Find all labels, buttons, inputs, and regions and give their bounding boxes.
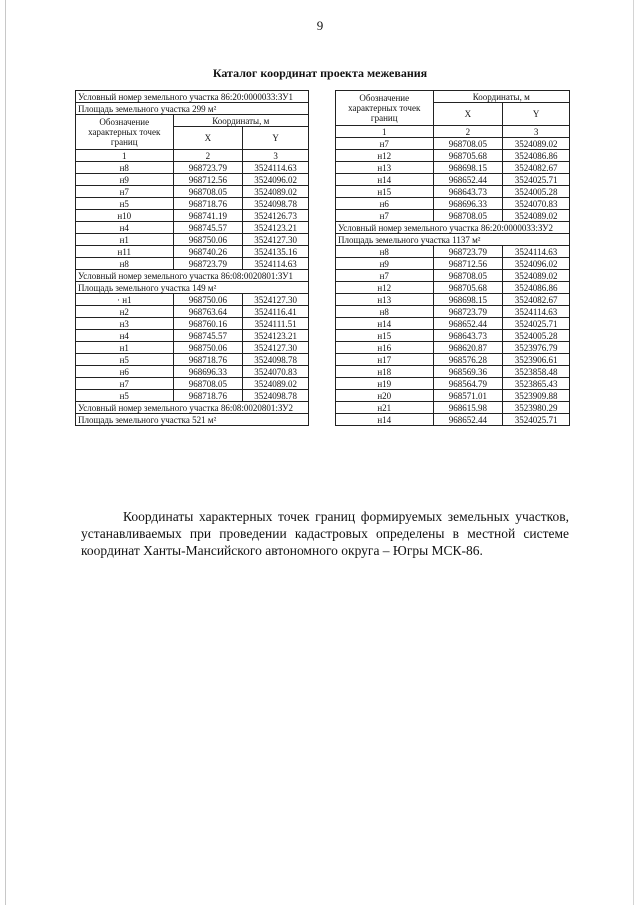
point-name: н10 xyxy=(76,210,174,222)
x-coordinate: 968564.79 xyxy=(433,378,503,390)
table-row xyxy=(336,258,570,270)
point-name: н15 xyxy=(336,330,434,342)
point-name: н13 xyxy=(336,162,434,174)
x-coordinate: 968576.28 xyxy=(433,354,503,366)
y-coordinate: 3524127.30 xyxy=(243,342,309,354)
x-coordinate: 968750.06 xyxy=(173,294,243,306)
y-coordinate: 3524096.02 xyxy=(503,258,570,270)
x-coordinate: 968723.79 xyxy=(173,162,243,174)
x-coordinate: 968615.98 xyxy=(433,402,503,414)
table-row xyxy=(336,282,570,294)
x-coordinate: 968708.05 xyxy=(433,210,503,222)
y-coordinate: 3524086.86 xyxy=(503,282,570,294)
point-name: н12 xyxy=(336,282,434,294)
left-section1-rows xyxy=(76,162,309,270)
x-coordinate: 968708.05 xyxy=(433,138,503,150)
column-number: 1 xyxy=(76,150,174,162)
point-name: н12 xyxy=(336,150,434,162)
point-name: н8 xyxy=(76,258,174,270)
table-row xyxy=(76,330,309,342)
column-number: 3 xyxy=(243,150,309,162)
point-name: · н1 xyxy=(76,294,174,306)
x-coordinate: 968708.05 xyxy=(173,378,243,390)
column-number: 2 xyxy=(433,126,503,138)
table-row xyxy=(336,318,570,330)
table-row xyxy=(76,342,309,354)
section-number: Условный номер земельного участка 86:08:0020801:ЗУ2 xyxy=(76,402,309,414)
point-name: н4 xyxy=(76,330,174,342)
x-coordinate: 968718.76 xyxy=(173,198,243,210)
table-row xyxy=(336,306,570,318)
y-coordinate: 3524096.02 xyxy=(243,174,309,186)
x-coordinate: 968740.26 xyxy=(173,246,243,258)
right-section1-rows xyxy=(336,138,570,222)
y-coordinate: 3524098.78 xyxy=(243,198,309,210)
point-name: н18 xyxy=(336,366,434,378)
coordinate-system-note: Координаты характерных точек границ формируемых земельных участков, устанавливаемых при проведении кадастровых определены в местной системе координат Ханты-Мансийского автономного округа – Югры МСК-86. xyxy=(81,509,569,558)
table-row xyxy=(336,174,570,186)
table-row xyxy=(336,378,570,390)
designation-header: Обозначение характерных точек границ xyxy=(336,91,434,126)
point-name: н9 xyxy=(76,174,174,186)
table-row xyxy=(76,186,309,198)
section-number: Условный номер земельного участка 86:20:0000033:ЗУ1 xyxy=(76,91,309,103)
y-coordinate: 3524114.63 xyxy=(243,162,309,174)
point-name: н7 xyxy=(76,378,174,390)
x-coordinate: 968723.79 xyxy=(433,246,503,258)
y-coordinate: 3523980.29 xyxy=(503,402,570,414)
point-name: н2 xyxy=(76,306,174,318)
x-coordinate: 968723.79 xyxy=(433,306,503,318)
y-coordinate: 3524089.02 xyxy=(503,210,570,222)
table-row xyxy=(336,246,570,258)
point-name: н1 xyxy=(76,234,174,246)
x-coordinate: 968652.44 xyxy=(433,414,503,426)
x-coordinate: 968643.73 xyxy=(433,186,503,198)
table-row xyxy=(76,234,309,246)
y-coordinate: 3524089.02 xyxy=(243,186,309,198)
page-number: 9 xyxy=(316,18,324,33)
section-area: Площадь земельного участка 521 м² xyxy=(76,414,309,426)
x-coordinate: 968723.79 xyxy=(173,258,243,270)
y-coordinate: 3524025.71 xyxy=(503,414,570,426)
right-section2-rows xyxy=(336,246,570,426)
x-coordinate: 968760.16 xyxy=(173,318,243,330)
table-row xyxy=(336,414,570,426)
y-coordinate: 3524089.02 xyxy=(243,378,309,390)
point-name: н6 xyxy=(76,366,174,378)
x-coordinate: 968718.76 xyxy=(173,354,243,366)
x-coordinate: 968745.57 xyxy=(173,222,243,234)
table-row xyxy=(336,354,570,366)
table-row xyxy=(336,210,570,222)
point-name: н14 xyxy=(336,318,434,330)
y-coordinate: 3524082.67 xyxy=(503,294,570,306)
y-coordinate: 3524114.63 xyxy=(503,246,570,258)
table-row xyxy=(336,342,570,354)
point-name: н8 xyxy=(336,306,434,318)
table-row xyxy=(336,390,570,402)
y-coordinate: 3524123.21 xyxy=(243,330,309,342)
table-row xyxy=(76,222,309,234)
table-row xyxy=(336,402,570,414)
y-coordinate: 3524098.78 xyxy=(243,390,309,402)
point-name: н7 xyxy=(336,138,434,150)
right-coordinates-table xyxy=(335,90,570,426)
point-name: н1 xyxy=(76,342,174,354)
x-coordinate: 968571.01 xyxy=(433,390,503,402)
section-area: Площадь земельного участка 1137 м² xyxy=(336,234,570,246)
x-coordinate: 968698.15 xyxy=(433,294,503,306)
point-name: н21 xyxy=(336,402,434,414)
x-coordinate: 968708.05 xyxy=(433,270,503,282)
point-name: н4 xyxy=(76,222,174,234)
table-row xyxy=(76,246,309,258)
point-name: н14 xyxy=(336,414,434,426)
left-coordinates-table xyxy=(75,90,309,426)
x-coordinate: 968698.15 xyxy=(433,162,503,174)
column-number: 2 xyxy=(173,150,243,162)
point-name: н11 xyxy=(76,246,174,258)
point-name: н19 xyxy=(336,378,434,390)
x-header: X xyxy=(433,103,503,126)
point-name: н3 xyxy=(76,318,174,330)
point-name: н20 xyxy=(336,390,434,402)
designation-header: Обозначение характерных точек границ xyxy=(76,115,174,150)
y-coordinate: 3524111.51 xyxy=(243,318,309,330)
x-coordinate: 968718.76 xyxy=(173,390,243,402)
section-number: Условный номер земельного участка 86:20:0000033:ЗУ2 xyxy=(336,222,570,234)
point-name: н7 xyxy=(336,270,434,282)
y-coordinate: 3523909.88 xyxy=(503,390,570,402)
table-row xyxy=(336,138,570,150)
x-coordinate: 968745.57 xyxy=(173,330,243,342)
x-coordinate: 968696.33 xyxy=(173,366,243,378)
y-coordinate: 3524135.16 xyxy=(243,246,309,258)
point-name: н15 xyxy=(336,186,434,198)
point-name: н8 xyxy=(76,162,174,174)
section-area: Площадь земельного участка 149 м² xyxy=(76,282,309,294)
x-coordinate: 968696.33 xyxy=(433,198,503,210)
x-coordinate: 968763.64 xyxy=(173,306,243,318)
coordinates-header: Координаты, м xyxy=(433,91,570,103)
section-area: Площадь земельного участка 299 м² xyxy=(76,103,309,115)
y-coordinate: 3523865.43 xyxy=(503,378,570,390)
y-coordinate: 3524082.67 xyxy=(503,162,570,174)
x-coordinate: 968750.06 xyxy=(173,342,243,354)
x-coordinate: 968652.44 xyxy=(433,174,503,186)
y-header: Y xyxy=(503,103,570,126)
table-row xyxy=(336,366,570,378)
y-coordinate: 3524025.71 xyxy=(503,318,570,330)
table-row xyxy=(76,390,309,402)
y-coordinate: 3524086.86 xyxy=(503,150,570,162)
y-coordinate: 3523858.48 xyxy=(503,366,570,378)
y-coordinate: 3524126.73 xyxy=(243,210,309,222)
point-name: н5 xyxy=(76,198,174,210)
y-coordinate: 3524098.78 xyxy=(243,354,309,366)
section-number: Условный номер земельного участка 86:08:0020801:ЗУ1 xyxy=(76,270,309,282)
y-coordinate: 3524114.63 xyxy=(243,258,309,270)
x-coordinate: 968708.05 xyxy=(173,186,243,198)
x-coordinate: 968569.36 xyxy=(433,366,503,378)
y-coordinate: 3524005.28 xyxy=(503,186,570,198)
y-coordinate: 3524025.71 xyxy=(503,174,570,186)
table-row xyxy=(76,174,309,186)
table-row xyxy=(76,162,309,174)
x-coordinate: 968750.06 xyxy=(173,234,243,246)
y-coordinate: 3524127.30 xyxy=(243,234,309,246)
y-coordinate: 3524070.83 xyxy=(243,366,309,378)
left-section2-rows xyxy=(76,294,309,402)
y-coordinate: 3524089.02 xyxy=(503,138,570,150)
point-name: н14 xyxy=(336,174,434,186)
y-header: Y xyxy=(243,127,309,150)
y-coordinate: 3523906.61 xyxy=(503,354,570,366)
x-coordinate: 968705.68 xyxy=(433,282,503,294)
y-coordinate: 3524116.41 xyxy=(243,306,309,318)
table-row xyxy=(76,258,309,270)
y-coordinate: 3524005.28 xyxy=(503,330,570,342)
x-coordinate: 968712.56 xyxy=(173,174,243,186)
table-row xyxy=(336,330,570,342)
point-name: н13 xyxy=(336,294,434,306)
x-header: X xyxy=(173,127,243,150)
table-row xyxy=(336,198,570,210)
x-coordinate: 968620.87 xyxy=(433,342,503,354)
scan-right-edge xyxy=(633,0,634,905)
point-name: н5 xyxy=(76,390,174,402)
column-number: 3 xyxy=(503,126,570,138)
table-row xyxy=(336,270,570,282)
y-coordinate: 3524089.02 xyxy=(503,270,570,282)
y-coordinate: 3523976.79 xyxy=(503,342,570,354)
table-row xyxy=(76,366,309,378)
point-name: н6 xyxy=(336,198,434,210)
x-coordinate: 968705.68 xyxy=(433,150,503,162)
table-row xyxy=(76,318,309,330)
catalog-title: Каталог координат проекта межевания xyxy=(212,66,428,80)
table-row xyxy=(336,162,570,174)
coordinates-header: Координаты, м xyxy=(173,115,309,127)
table-row xyxy=(336,294,570,306)
point-name: н9 xyxy=(336,258,434,270)
point-name: н16 xyxy=(336,342,434,354)
table-row xyxy=(76,210,309,222)
point-name: н8 xyxy=(336,246,434,258)
table-row xyxy=(76,306,309,318)
point-name: н5 xyxy=(76,354,174,366)
table-row xyxy=(76,198,309,210)
point-name: н7 xyxy=(76,186,174,198)
scan-left-edge xyxy=(5,0,6,905)
point-name: н17 xyxy=(336,354,434,366)
y-coordinate: 3524127.30 xyxy=(243,294,309,306)
table-row xyxy=(76,378,309,390)
point-name: н7 xyxy=(336,210,434,222)
table-row xyxy=(76,354,309,366)
column-number: 1 xyxy=(336,126,434,138)
x-coordinate: 968712.56 xyxy=(433,258,503,270)
y-coordinate: 3524123.21 xyxy=(243,222,309,234)
y-coordinate: 3524114.63 xyxy=(503,306,570,318)
table-row xyxy=(336,186,570,198)
x-coordinate: 968643.73 xyxy=(433,330,503,342)
x-coordinate: 968652.44 xyxy=(433,318,503,330)
table-row xyxy=(76,294,309,306)
x-coordinate: 968741.19 xyxy=(173,210,243,222)
table-row xyxy=(336,150,570,162)
y-coordinate: 3524070.83 xyxy=(503,198,570,210)
